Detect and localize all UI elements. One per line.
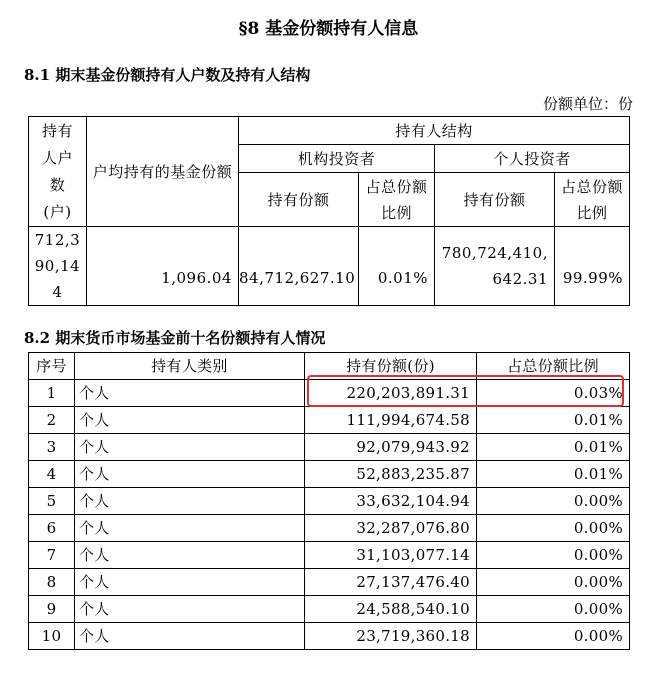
cell-ratio: 0.03% <box>477 380 630 407</box>
header-holder-structure: 持有人结构 <box>239 117 630 145</box>
cell-category: 个人 <box>75 542 305 569</box>
header-indiv-holding: 持有份额 <box>435 173 555 227</box>
table-row <box>29 407 630 434</box>
cell-seq: 4 <box>29 461 75 488</box>
cell-seq: 7 <box>29 542 75 569</box>
cell-holding: 31,103,077.14 <box>305 542 477 569</box>
cell-ratio: 0.00% <box>477 569 630 596</box>
cell-ratio: 0.00% <box>477 488 630 515</box>
table-row <box>29 623 630 650</box>
header-category: 持有人类别 <box>75 353 305 380</box>
cell-category: 个人 <box>75 623 305 650</box>
holder-structure-table <box>28 116 630 306</box>
header-inst-ratio: 占总份额比例 <box>359 173 435 227</box>
cell-ratio: 0.01% <box>477 434 630 461</box>
page-title: §8 基金份额持有人信息 <box>238 19 419 39</box>
cell-seq: 2 <box>29 407 75 434</box>
header-holders-count: 持有人户数(户) <box>29 117 87 227</box>
header-holding: 持有份额(份) <box>305 353 477 380</box>
cell-holding: 27,137,476.40 <box>305 569 477 596</box>
section-title-holder-structure: 8.1 期末基金份额持有人户数及持有人结构 <box>24 66 311 84</box>
cell-seq: 3 <box>29 434 75 461</box>
cell-seq: 6 <box>29 515 75 542</box>
cell-seq: 9 <box>29 596 75 623</box>
unit-label: 份额单位：份 <box>542 95 633 113</box>
cell-holders-count: 712,390,144 <box>29 227 87 306</box>
cell-ratio: 0.00% <box>477 623 630 650</box>
cell-holding: 33,632,104.94 <box>305 488 477 515</box>
cell-category: 个人 <box>75 515 305 542</box>
cell-category: 个人 <box>75 380 305 407</box>
header-individual: 个人投资者 <box>435 145 630 173</box>
cell-inst-ratio: 0.01% <box>359 227 435 306</box>
cell-holding: 24,588,540.10 <box>305 596 477 623</box>
cell-holding: 111,994,674.58 <box>305 407 477 434</box>
cell-category: 个人 <box>75 569 305 596</box>
table-row <box>29 461 630 488</box>
cell-ratio: 0.01% <box>477 407 630 434</box>
cell-ratio: 0.00% <box>477 596 630 623</box>
table-row <box>29 515 630 542</box>
cell-holding: 220,203,891.31 <box>305 380 477 407</box>
cell-inst-holding: 84,712,627.10 <box>239 227 359 306</box>
header-indiv-ratio: 占总份额比例 <box>555 173 630 227</box>
cell-ratio: 0.00% <box>477 515 630 542</box>
cell-category: 个人 <box>75 461 305 488</box>
cell-category: 个人 <box>75 488 305 515</box>
header-avg-per-holder: 户均持有的基金份额 <box>87 117 239 227</box>
cell-avg-per-holder: 1,096.04 <box>87 227 239 306</box>
header-inst-holding: 持有份额 <box>239 173 359 227</box>
cell-ratio: 0.00% <box>477 542 630 569</box>
table-row <box>29 569 630 596</box>
highlight-box <box>307 375 624 407</box>
section-title-top-ten: 8.2 期末货币市场基金前十名份额持有人情况 <box>24 329 326 347</box>
cell-indiv-ratio: 99.99% <box>555 227 630 306</box>
cell-ratio: 0.01% <box>477 461 630 488</box>
header-institution: 机构投资者 <box>239 145 435 173</box>
header-seq: 序号 <box>29 353 75 380</box>
cell-holding: 92,079,943.92 <box>305 434 477 461</box>
cell-holding: 23,719,360.18 <box>305 623 477 650</box>
cell-seq: 5 <box>29 488 75 515</box>
cell-seq: 1 <box>29 380 75 407</box>
cell-category: 个人 <box>75 434 305 461</box>
table-row <box>29 434 630 461</box>
cell-seq: 10 <box>29 623 75 650</box>
table-row <box>29 542 630 569</box>
header-ratio: 占总份额比例 <box>477 353 630 380</box>
cell-category: 个人 <box>75 596 305 623</box>
cell-holding: 52,883,235.87 <box>305 461 477 488</box>
table-row <box>29 488 630 515</box>
cell-category: 个人 <box>75 407 305 434</box>
cell-indiv-holding: 780,724,410,642.31 <box>435 227 555 306</box>
cell-holding: 32,287,076.80 <box>305 515 477 542</box>
table-row <box>29 596 630 623</box>
cell-seq: 8 <box>29 569 75 596</box>
